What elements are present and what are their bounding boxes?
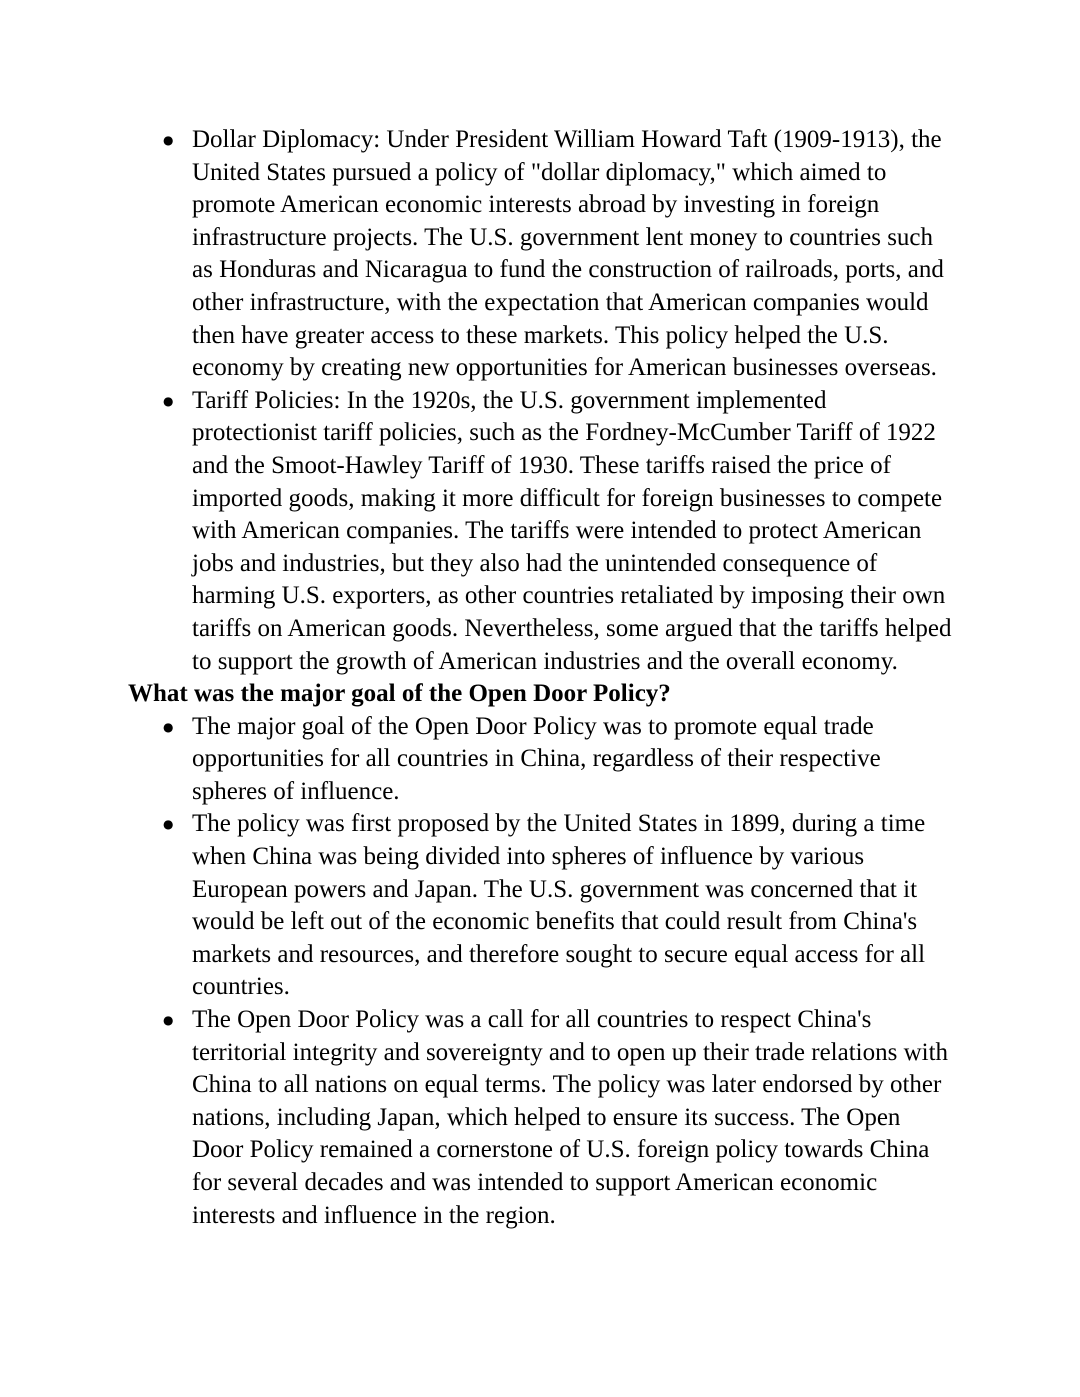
question-heading: What was the major goal of the Open Door Policy? [128,680,671,708]
bullet-icon: ● [163,1013,174,1028]
bullet-icon: ● [163,393,174,408]
bullet-icon: ● [163,133,174,147]
bullet-list-open-door-policy [128,711,955,1233]
bullet-list-economic-policies [128,124,955,678]
bullet-text-open-door-call: The Open Door Policy was a call for all countries to respect China's territorial integrity and sovereignty and to open up their trade relations with China to all nations on equal terms. The policy was later endorsed by other nations, including Japan, which helped to ensure its success. The Open Door Policy remained a cornerstone of U.S. foreign policy towards China for several decades and was intended to support American economic interests and influence in the region. [192,1006,949,1229]
bullet-text-open-door-goal: The major goal of the Open Door Policy was to promote equal trade opportunities for all countries in China, regardless of their respective spheres of influence. [192,712,881,805]
document-content [128,124,955,1232]
list-item [163,124,955,385]
list-item [163,1004,955,1232]
bullet-text-open-door-origin: The policy was first proposed by the United States in 1899, during a time when China was being divided into spheres of influence by various European powers and Japan. The U.S. government was concerned that it would be left out of the economic benefits that could result from China's markets and resources, and therefore sought to secure equal access for all countries. [192,810,926,1001]
list-item [163,711,955,809]
bullet-text-dollar-diplomacy: Dollar Diplomacy: Under President William Howard Taft (1909-1913), the United States pursued a policy of "dollar diplomacy," which aimed to promote American economic interests abroad by investing in foreign infrastructure projects. The U.S. government lent money to countries such as Honduras and Nicaragua to fund the construction of railroads, ports, and other infrastructure, with the expectation that American companies would then have greater access to these markets. This policy helped the U.S. economy by creating new opportunities for American businesses overseas. [192,126,944,382]
list-item [163,808,955,1004]
bullet-text-tariff-policies: Tariff Policies: In the 1920s, the U.S. government implemented protectionist tariff policies, such as the Fordney-McCumber Tariff of 1922 and the Smoot-Hawley Tariff of 1930. These tariffs raised the price of imported goods, making it more difficult for foreign businesses to compete with American companies. The tariffs were intended to protect American jobs and industries, but they also had the unintended consequence of harming U.S. exporters, as other countries retaliated by imposing their own tariffs on American goods. Nevertheless, some argued that the tariffs helped to support the growth of American industries and the overall economy. [192,386,952,675]
list-item [163,385,955,678]
bullet-icon: ● [163,719,174,734]
bullet-icon: ● [163,817,174,832]
